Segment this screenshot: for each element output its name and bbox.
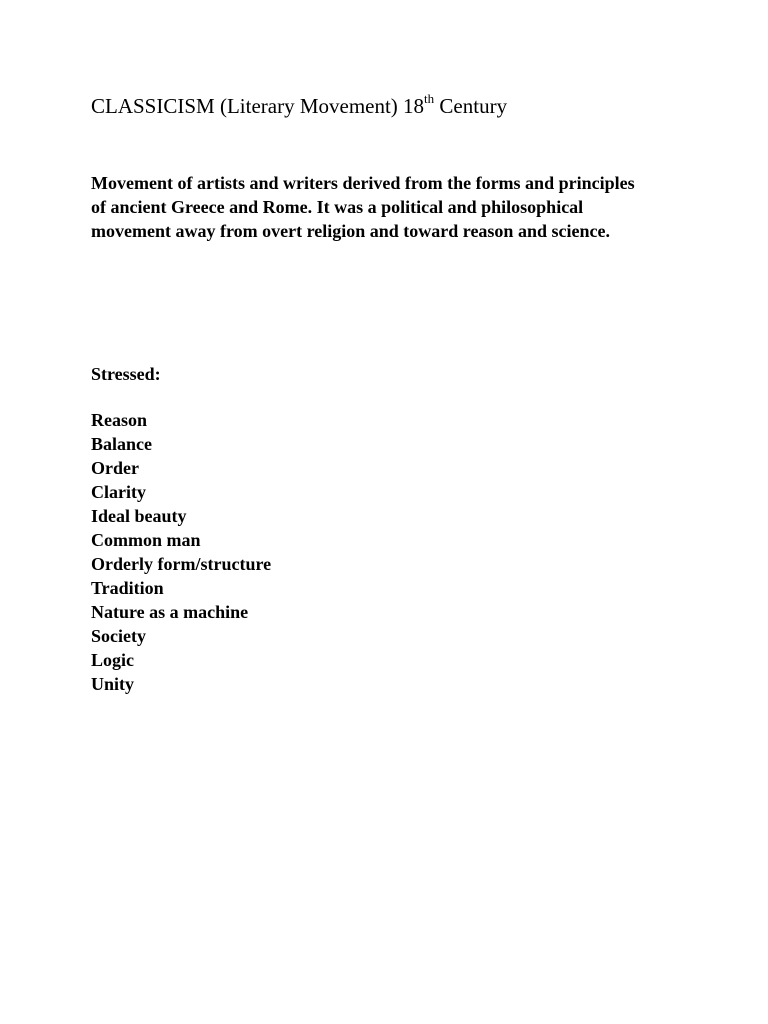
stressed-list <box>91 408 271 696</box>
list-item: Society <box>91 626 146 646</box>
list-item: Nature as a machine <box>91 602 249 622</box>
intro-paragraph: Movement of artists and writers derived from the forms and principles of ancient Greece and Rome. It was a political and philosophical movement away from overt religion and toward reason and science. <box>91 173 635 241</box>
list-item: Clarity <box>91 482 146 502</box>
list-item: Reason <box>91 410 148 430</box>
list-item: Logic <box>91 650 134 670</box>
list-item: Common man <box>91 530 201 550</box>
list-item: Balance <box>91 434 152 454</box>
list-item: Orderly form/structure <box>91 554 272 574</box>
title-superscript: th <box>424 91 435 106</box>
list-item: Ideal beauty <box>91 506 187 526</box>
title-suffix: Century <box>434 94 508 118</box>
page-title <box>91 92 507 120</box>
title-main: CLASSICISM (Literary Movement) 18 <box>91 94 425 118</box>
list-item: Unity <box>91 674 135 694</box>
stressed-label: Stressed: <box>91 364 161 384</box>
list-item: Tradition <box>91 578 164 598</box>
list-item: Order <box>91 458 139 478</box>
